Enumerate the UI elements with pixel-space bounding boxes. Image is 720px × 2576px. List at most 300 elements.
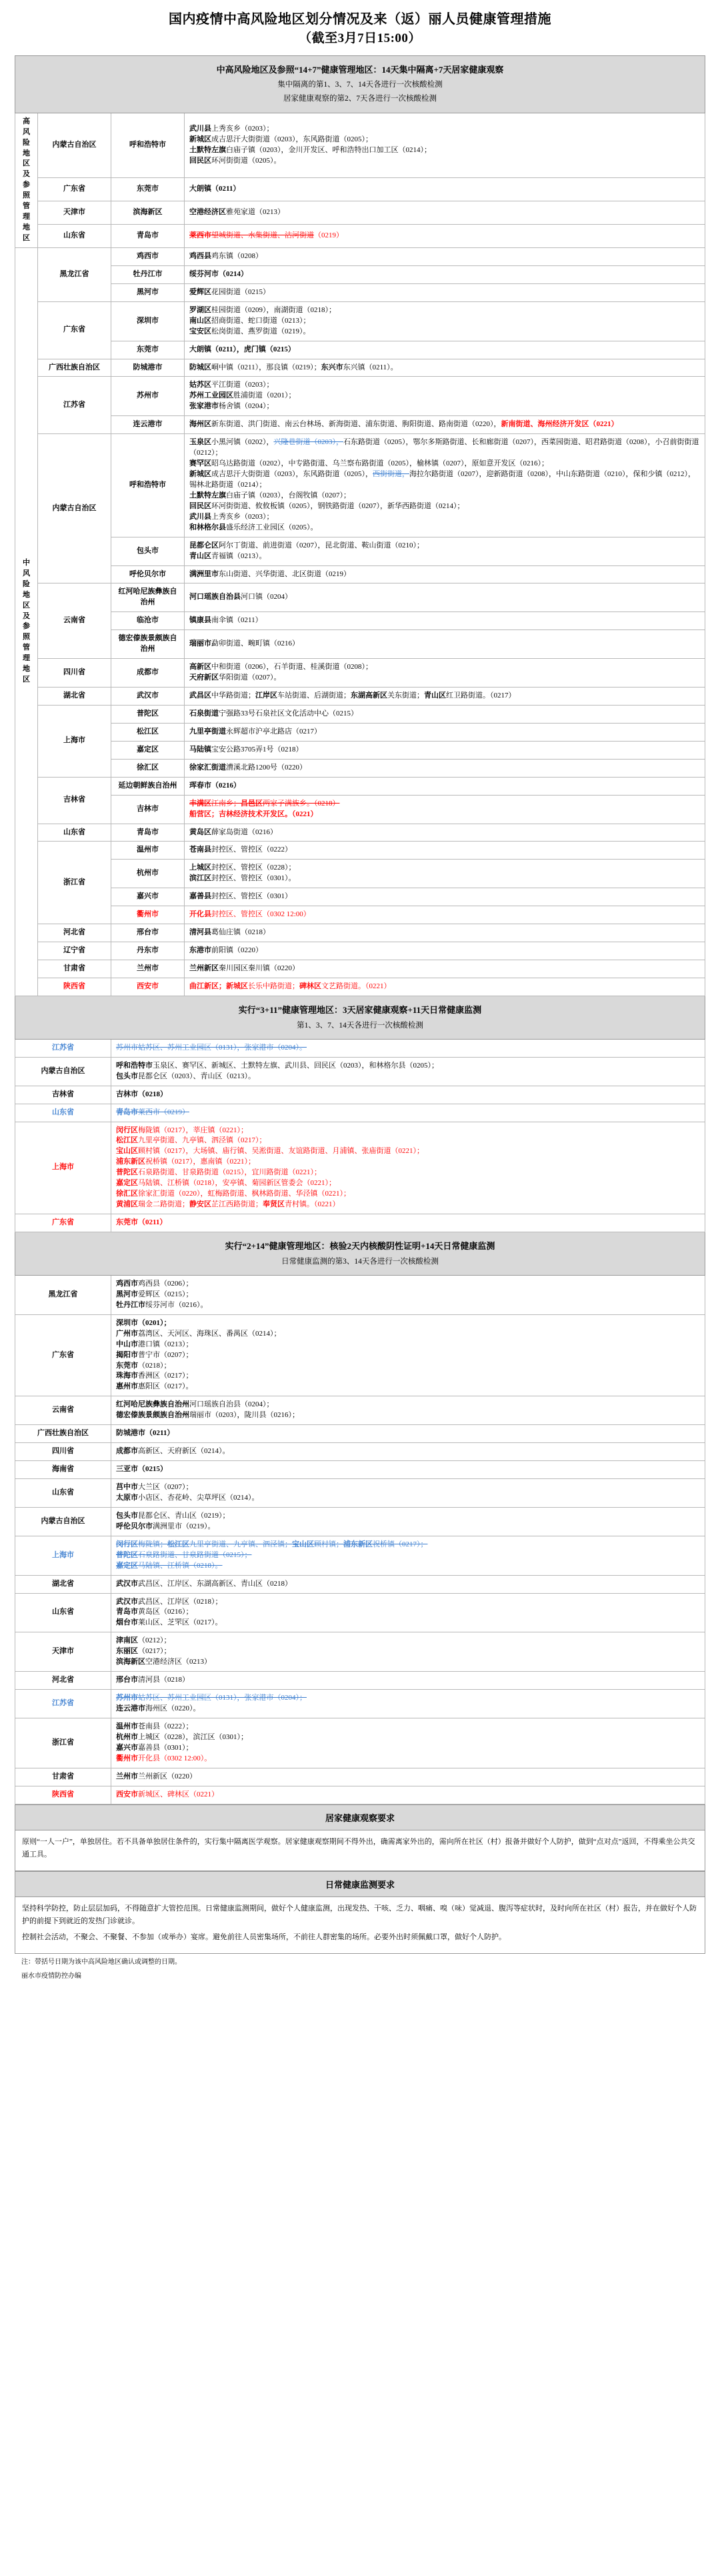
detail-segment: 雅苑家道（0213） — [226, 207, 285, 216]
table-row — [15, 705, 705, 723]
province-cell: 山东省 — [15, 1104, 111, 1122]
table-row — [15, 1786, 705, 1804]
home-observation-body — [15, 1830, 705, 1872]
table-row — [15, 247, 705, 265]
city-cell: 东莞市 — [111, 341, 185, 359]
province-cell: 广西壮族自治区 — [38, 359, 111, 377]
province-cell: 山东省 — [15, 1593, 111, 1632]
table-row — [15, 565, 705, 583]
detail-segment: 鸡西市 — [116, 1279, 138, 1288]
detail-segment: 浦东新区 — [343, 1540, 373, 1548]
detail-segment: 珲春市（0216） — [189, 781, 241, 790]
detail-segment: 封控区、管控区（0302 12:00） — [211, 910, 311, 919]
city-cell: 青岛市 — [111, 224, 185, 247]
detail-line — [116, 1636, 700, 1646]
detail-line — [116, 1482, 700, 1493]
detail-segment: 爱辉区（0215）； — [138, 1290, 193, 1298]
detail-segment: 宝山区 — [292, 1540, 314, 1548]
province-cell: 广东省 — [38, 177, 111, 201]
detail-segment: 马陆镇、江桥镇（0218），安亭镇、菊园新区管委会（0221）； — [138, 1179, 336, 1188]
detail-segment: 阿尔丁街道、前进街道（0207），昆北街道、鞍山街道（0210）； — [219, 541, 424, 549]
table-row — [15, 1479, 705, 1508]
table-row — [15, 824, 705, 842]
city-cell: 杭州市 — [111, 860, 185, 888]
detail-segment: 兴隆巷街道（0203）， — [273, 438, 343, 447]
detail-segment: 大朗镇（0211） — [189, 184, 241, 193]
detail-segment: 姑苏区 — [189, 381, 211, 389]
page-title: 国内疫情中高风险地区划分情况及来（返）丽人员健康管理措施 — [169, 12, 551, 27]
detail-line — [116, 1540, 700, 1550]
table-row — [15, 1632, 705, 1672]
detail-segment: 江岸区 — [255, 692, 277, 700]
detail-segment: 港口镇（0213）； — [138, 1340, 193, 1348]
detail-line — [189, 437, 700, 459]
detail-line — [116, 1754, 700, 1764]
detail-line — [116, 1200, 700, 1210]
detail-cell — [185, 688, 705, 706]
detail-segment: 武昌区 — [189, 692, 211, 700]
banner-14-7-sub-2: 居家健康观察的第2、7天各进行一次核酸检测 — [283, 95, 437, 103]
detail-cell — [111, 1396, 705, 1425]
detail-segment: 勐卯街道、畹町镇（0216） — [211, 639, 299, 648]
detail-line — [189, 863, 700, 874]
detail-segment: 九里亭街道、九亭镇、泗泾镇； — [189, 1540, 292, 1548]
detail-segment: 小黑河镇（0202）， — [211, 438, 274, 447]
detail-segment: 满洲里市（0219）。 — [153, 1522, 215, 1530]
detail-segment: 新东街道、洪门街道、南云台林场、新海街道、浦东街道、朐阳街道、路南街道（0220）， — [211, 420, 501, 429]
table-row — [15, 1690, 705, 1718]
detail-line — [189, 727, 700, 738]
table-row — [15, 842, 705, 860]
detail-segment: 文艺路街道。（0221） — [321, 982, 391, 990]
detail-cell — [185, 301, 705, 341]
detail-segment: 胜浦街道（0201）； — [233, 391, 296, 400]
detail-segment: 清河县（0218） — [138, 1676, 189, 1684]
detail-line — [116, 1061, 700, 1072]
detail-segment: 青岛市 — [116, 1108, 138, 1116]
detail-segment: 薛家岛街道（0216） — [211, 828, 277, 836]
table-row — [15, 1057, 705, 1086]
detail-cell — [111, 1039, 705, 1057]
detail-cell — [185, 537, 705, 565]
detail-segment: 环河街街道、攸攸板镇（0205），钢铁路街道（0207），新华西路街道（0214）； — [211, 501, 465, 510]
detail-line — [189, 459, 700, 469]
city-cell: 成都市 — [111, 659, 185, 688]
detail-cell — [185, 978, 705, 996]
detail-segment: 徐家汇街道 — [189, 763, 226, 772]
detail-cell — [185, 795, 705, 824]
detail-line — [116, 1189, 700, 1200]
province-cell: 广西壮族自治区 — [15, 1425, 111, 1443]
detail-segment: 松岗街道、燕罗街道（0219）。 — [211, 327, 311, 335]
province-cell: 浙江省 — [38, 842, 111, 924]
detail-segment: 高新区、天府新区（0214）。 — [138, 1447, 230, 1456]
detail-cell — [185, 630, 705, 659]
detail-segment: 杭州市 — [116, 1732, 138, 1741]
detail-segment: 芷江西路街道； — [211, 1200, 263, 1209]
detail-line — [189, 469, 700, 491]
detail-segment: 开化县（0302 12:00）。 — [138, 1754, 212, 1762]
detail-line — [116, 1178, 700, 1189]
table-row — [15, 1507, 705, 1536]
detail-line — [116, 1329, 700, 1340]
detail-segment: 红卫路街道。（0217） — [446, 692, 516, 700]
detail-cell — [111, 1507, 705, 1536]
detail-segment: 苍南县 — [189, 846, 211, 854]
detail-segment: 马陆镇 — [189, 745, 211, 754]
city-cell: 延边朝鲜族自治州 — [111, 777, 185, 795]
detail-segment: 徐家汇街道（0220），虹梅路街道、枫林路街道、华泾镇（0221）； — [138, 1190, 351, 1198]
banner-2-14 — [15, 1232, 705, 1275]
city-cell: 普陀区 — [111, 705, 185, 723]
detail-segment: 太原市 — [116, 1493, 138, 1502]
detail-cell — [185, 113, 705, 177]
table-row — [15, 978, 705, 996]
detail-segment: 梅陇镇； — [138, 1540, 167, 1548]
detail-line — [189, 145, 700, 156]
detail-cell — [111, 1425, 705, 1443]
detail-segment: 温州市 — [116, 1722, 138, 1730]
table-row — [15, 1425, 705, 1443]
table-row — [15, 960, 705, 978]
detail-line — [189, 541, 700, 551]
detail-segment: 空港经济区（0213） — [145, 1658, 211, 1666]
detail-line — [189, 363, 700, 373]
province-cell: 内蒙古自治区 — [15, 1507, 111, 1536]
detail-segment: 花园街道（0215） — [211, 287, 270, 296]
detail-segment: 黄岛区（0216）； — [138, 1608, 193, 1616]
detail-segment: 西安市 — [116, 1790, 138, 1798]
detail-segment: 石东路街道（0205），鄂尔多斯路街道、长和廊街道（0207），西菜园街道、昭君路街道（0208），小召前街街道（0212）； — [189, 438, 699, 457]
detail-segment: 青村镇。（0221） — [285, 1200, 340, 1209]
detail-segment: 九里亭街道 — [189, 727, 226, 736]
detail-cell — [185, 741, 705, 759]
detail-line — [116, 1371, 700, 1382]
detail-segment: （0217）； — [138, 1647, 171, 1656]
detail-segment: 嘉善县（0301）； — [138, 1743, 193, 1752]
detail-segment: 苍南县（0222）； — [138, 1722, 193, 1730]
detail-segment: 普陀区 — [116, 1168, 138, 1177]
detail-line — [116, 1597, 700, 1608]
banner-2-14-heading: 实行“2+14”健康管理地区：核验2天内核酸阴性证明+14天日常健康监测 — [225, 1240, 495, 1251]
detail-segment: 呼伦贝尔市 — [116, 1522, 153, 1530]
detail-segment: 白庙子镇（0203），台阁牧镇（0207）； — [226, 491, 351, 499]
home-observation-banner: 居家健康观察要求 — [15, 1804, 705, 1830]
detail-segment: 绥芬河市（0216）。 — [145, 1300, 208, 1309]
city-cell: 牡丹江市 — [111, 265, 185, 283]
province-cell: 河北省 — [15, 1672, 111, 1690]
detail-cell — [111, 1275, 705, 1314]
detail-line — [189, 964, 700, 974]
table-row — [15, 283, 705, 301]
detail-segment: 空港经济区 — [189, 207, 226, 216]
detail-cell — [111, 1672, 705, 1690]
detail-line — [189, 569, 700, 580]
detail-line — [116, 1646, 700, 1657]
banner-14-7 — [15, 55, 705, 113]
city-cell: 深圳市 — [111, 301, 185, 341]
detail-line — [116, 1350, 700, 1361]
table-row — [15, 113, 705, 177]
banner-14-7-sub-1: 集中隔离的第1、3、7、14天各进行一次核酸检测 — [277, 81, 443, 89]
city-cell: 呼伦贝尔市 — [111, 565, 185, 583]
detail-segment: 封控区、管控区（0222） — [211, 846, 292, 854]
detail-line — [189, 419, 700, 430]
detail-line — [116, 1704, 700, 1714]
detail-segment: 滨江区 — [189, 874, 211, 883]
table-row — [15, 860, 705, 888]
city-cell: 青岛市 — [111, 824, 185, 842]
detail-segment: 青山区 — [189, 551, 211, 560]
city-cell: 黑河市 — [111, 283, 185, 301]
banner-3-11 — [15, 996, 705, 1039]
detail-segment: 平江街道（0203）； — [211, 381, 274, 389]
province-cell: 内蒙古自治区 — [15, 1057, 111, 1086]
table-row — [15, 434, 705, 537]
detail-cell — [185, 434, 705, 537]
city-cell: 德宏傣族景颇族自治州 — [111, 630, 185, 659]
detail-segment: 高新区 — [189, 663, 211, 672]
detail-line — [189, 124, 700, 135]
detail-line — [116, 1218, 700, 1228]
detail-cell — [185, 842, 705, 860]
detail-cell — [185, 341, 705, 359]
detail-cell — [185, 224, 705, 247]
detail-segment: 津南区 — [116, 1636, 138, 1645]
home-observation-text: 原则“一人一户”，单独居住。若不具备单独居住条件的，实行集中隔离医学观察。居家健康观察期间不得外出，确需离家外出的，需向所在社区（村）报备并做好个人防护，做到“点对点”返回，不得乘坐公共交通工具。 — [22, 1837, 695, 1858]
table-row — [15, 583, 705, 612]
detail-segment: 两家子满族乡。（0218） — [263, 799, 340, 808]
detail-segment: 车站街道、后湖街道； — [277, 692, 351, 700]
detail-line — [116, 1693, 700, 1704]
detail-segment: 爱辉区 — [189, 287, 211, 296]
detail-segment: 兰州新区（0220） — [138, 1772, 197, 1780]
city-cell: 松江区 — [111, 723, 185, 741]
detail-line — [189, 345, 700, 355]
detail-cell — [185, 705, 705, 723]
daily-monitor-text-1: 坚持科学防控，防止层层加码，不得随意扩大管控范围。日常健康监测期间，做好个人健康监测，出现发热、干咳、乏力、咽痛、嗅（味）觉减退、腹泻等症状时，及时向所在社区（村）报告，并在做好个人防护的前提下到就近的发热门诊就诊。 — [22, 1904, 697, 1926]
detail-cell — [111, 1214, 705, 1232]
footer-note: 注：带括号日期为该中高风险地区确认或调整的日期。 — [21, 1958, 181, 1966]
detail-line — [116, 1618, 700, 1628]
detail-line — [189, 251, 700, 262]
detail-segment: 武汉市 — [116, 1579, 138, 1588]
detail-segment: 宝安公路3705弄1号（0218） — [211, 745, 303, 754]
table-row — [15, 888, 705, 906]
daily-monitor-banner: 日常健康监测要求 — [15, 1871, 705, 1897]
detail-line — [189, 828, 700, 838]
detail-segment: 杨舍镇（0204）； — [219, 402, 274, 411]
detail-line — [116, 1361, 700, 1372]
detail-segment: 惠阳区（0217）。 — [138, 1382, 193, 1391]
daily-monitor-text-2: 控制社会活动，不聚会、不聚餐、不参加（或举办）宴席。避免前往人员密集场所，不前往人群密集的场所。必要外出时须佩戴口罩，做好个人防护。 — [22, 1933, 506, 1941]
province-cell: 山东省 — [15, 1479, 111, 1508]
detail-segment: 封控区、管控区（0301）。 — [211, 874, 296, 883]
table-row — [15, 1039, 705, 1057]
detail-line — [116, 1657, 700, 1668]
table-row — [15, 723, 705, 741]
detail-cell — [185, 283, 705, 301]
detail-segment: （0218）； — [138, 1361, 171, 1370]
detail-line — [116, 1157, 700, 1168]
detail-segment: 包头市 — [116, 1511, 138, 1520]
detail-segment: 石泉街道 — [189, 709, 219, 718]
detail-line — [189, 380, 700, 391]
page-subtitle: （截至3月7日15:00） — [299, 31, 421, 45]
detail-line — [116, 1290, 700, 1300]
table-row — [15, 1536, 705, 1575]
detail-segment: 招商街道、蛇口街道（0213）； — [211, 316, 311, 325]
detail-segment: 关东街道； — [387, 692, 424, 700]
detail-line — [116, 1550, 700, 1561]
detail-cell — [185, 860, 705, 888]
detail-line — [189, 810, 700, 820]
city-cell: 防城港市 — [111, 359, 185, 377]
detail-segment: 天府新区 — [189, 674, 219, 682]
detail-segment: 顾村镇； — [314, 1540, 343, 1548]
detail-cell — [185, 759, 705, 777]
detail-segment: 西街街道， — [373, 470, 409, 479]
table-row — [15, 537, 705, 565]
detail-cell — [185, 888, 705, 906]
detail-line — [116, 1743, 700, 1754]
detail-segment: 莱山区、芝罘区（0217）。 — [138, 1618, 223, 1627]
detail-segment: 昆都仑区 — [189, 541, 219, 549]
detail-line — [116, 1146, 700, 1157]
detail-segment: 马陆镇、江桥镇（0218）。 — [138, 1561, 223, 1570]
detail-segment: 白庙子镇（0203），金川开发区、呼和浩特出口加工区（0214）； — [226, 145, 431, 154]
city-cell: 温州市 — [111, 842, 185, 860]
detail-segment: 碑林区 — [299, 982, 321, 990]
detail-line — [116, 1300, 700, 1311]
table-row — [15, 1461, 705, 1479]
detail-line — [189, 928, 700, 938]
detail-segment: 河口瑶族自治县 — [189, 593, 241, 601]
province-cell: 陕西省 — [15, 1786, 111, 1804]
detail-segment: 兰州市 — [116, 1772, 138, 1780]
table-row — [15, 1718, 705, 1768]
detail-line — [189, 391, 700, 401]
detail-segment: 鸡东镇（0208） — [211, 251, 263, 260]
detail-segment: 三亚市（0215） — [116, 1465, 167, 1474]
detail-segment: 闵行区 — [116, 1126, 138, 1134]
detail-segment: 东莞市 — [116, 1361, 138, 1370]
province-cell: 湖北省 — [38, 688, 111, 706]
detail-segment: 德宏傣族景颇族自治州 — [116, 1411, 189, 1420]
province-cell: 上海市 — [15, 1122, 111, 1214]
detail-segment: 江南乡； — [211, 799, 241, 808]
detail-segment: 武川县 — [189, 512, 211, 521]
source-note: 丽水市疫情防控办编 — [21, 1972, 81, 1980]
detail-segment: 南伞镇（0211） — [211, 616, 263, 625]
detail-cell — [111, 1122, 705, 1214]
detail-segment: 鸡西县（0206）； — [138, 1279, 193, 1288]
detail-line — [189, 874, 700, 884]
banner-2-14-sub-1: 日常健康监测的第3、14天各进行一次核酸检测 — [281, 1257, 439, 1266]
detail-segment: 鸡西县 — [189, 251, 211, 260]
detail-segment: 新城区 — [189, 470, 211, 479]
detail-line — [116, 1108, 700, 1118]
province-cell: 上海市 — [15, 1536, 111, 1575]
city-cell: 嘉兴市 — [111, 888, 185, 906]
detail-segment: 烟台市 — [116, 1618, 138, 1627]
city-cell: 包头市 — [111, 537, 185, 565]
city-cell: 徐汇区 — [111, 759, 185, 777]
detail-segment: 宝山区 — [116, 1147, 138, 1156]
detail-line — [189, 401, 700, 412]
detail-line — [189, 316, 700, 327]
table-row — [15, 906, 705, 924]
detail-line — [116, 1561, 700, 1572]
detail-cell — [111, 1786, 705, 1804]
detail-segment: 苏州市 — [116, 1694, 138, 1702]
province-cell: 江苏省 — [15, 1690, 111, 1718]
province-cell: 江苏省 — [38, 377, 111, 434]
table-row — [15, 1396, 705, 1425]
detail-cell — [111, 1593, 705, 1632]
detail-segment: 黄岛区 — [189, 828, 211, 836]
detail-segment: 漕溪北路1200号（0220） — [226, 763, 307, 772]
province-cell: 辽宁省 — [38, 942, 111, 960]
detail-segment: 揭阳市 — [116, 1350, 138, 1359]
banner-3-11-sub-1: 第1、3、7、14天各进行一次核酸检测 — [297, 1021, 423, 1030]
detail-segment: 香洲区（0217）； — [138, 1372, 193, 1380]
detail-line — [116, 1493, 700, 1504]
table-row — [15, 265, 705, 283]
detail-segment: 瑞丽市 — [189, 639, 211, 648]
detail-segment: 红河哈尼族彝族自治州 — [116, 1400, 189, 1409]
detail-segment: 上城区（0228），滨江区（0301）； — [138, 1732, 248, 1741]
detail-line — [116, 1382, 700, 1392]
city-cell: 临沧市 — [111, 612, 185, 630]
detail-cell — [111, 1057, 705, 1086]
detail-line — [189, 639, 700, 650]
table-row — [15, 341, 705, 359]
detail-line — [189, 662, 700, 673]
detail-line — [116, 1722, 700, 1732]
detail-segment: 惠州市 — [116, 1382, 138, 1391]
detail-segment: 罗湖区 — [189, 305, 211, 314]
detail-line — [116, 1790, 700, 1800]
table-row — [15, 1593, 705, 1632]
province-cell: 广东省 — [38, 301, 111, 359]
province-cell: 河北省 — [38, 924, 111, 942]
detail-segment: 东兴市 — [321, 363, 343, 371]
table-row — [15, 1314, 705, 1396]
detail-cell — [111, 1443, 705, 1461]
table-row — [15, 1086, 705, 1104]
city-cell: 东莞市 — [111, 177, 185, 201]
detail-segment: 海州区 — [189, 420, 211, 429]
province-cell: 吉林省 — [38, 777, 111, 824]
detail-segment: 玉泉区、赛罕区、新城区、土默特左旗、武川县、回民区（0203），和林格尔县（0205）； — [153, 1061, 439, 1070]
city-cell: 丹东市 — [111, 942, 185, 960]
table-row — [15, 741, 705, 759]
city-cell: 呼和浩特市 — [111, 113, 185, 177]
detail-line — [189, 982, 700, 992]
detail-line — [189, 781, 700, 792]
table-row — [15, 1672, 705, 1690]
province-cell: 黑龙江省 — [15, 1275, 111, 1314]
detail-segment: 连云港市 — [116, 1704, 145, 1712]
detail-segment: 河口镇（0204） — [241, 593, 292, 601]
detail-segment: 松江区 — [116, 1136, 138, 1145]
detail-segment: 莱西市 — [189, 231, 211, 239]
detail-segment: 呼和浩特市 — [116, 1061, 153, 1070]
detail-segment: 回民区 — [189, 501, 211, 510]
detail-cell — [111, 1314, 705, 1396]
detail-cell — [185, 247, 705, 265]
